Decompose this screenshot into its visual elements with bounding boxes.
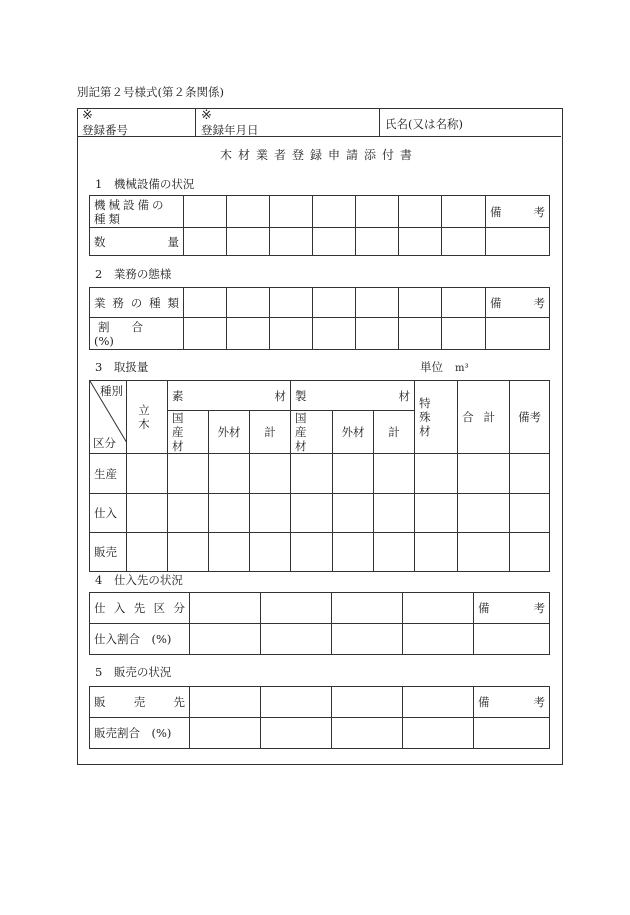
business-cell[interactable] bbox=[399, 288, 442, 318]
total-header: 合計 bbox=[458, 381, 510, 454]
raw-wood-header: 素材 bbox=[168, 381, 291, 411]
standing-tree-header: 立木 bbox=[127, 381, 168, 454]
business-cell[interactable] bbox=[313, 288, 356, 318]
sales-ratio-cell[interactable] bbox=[332, 718, 403, 749]
volume-cell[interactable] bbox=[374, 533, 415, 572]
volume-table bbox=[89, 380, 550, 572]
unit-value: m³ bbox=[455, 363, 469, 374]
equipment-cell[interactable] bbox=[227, 196, 270, 228]
purchase-ratio-label: 仕入割合 (%) bbox=[90, 624, 190, 655]
equipment-cell[interactable] bbox=[313, 196, 356, 228]
page-title: 木材業者登録申請添付書 bbox=[219, 148, 418, 162]
unit-label bbox=[420, 359, 469, 375]
section-1-heading: 1 機械設備の状況 bbox=[95, 177, 195, 191]
sales-cell[interactable] bbox=[190, 687, 261, 718]
remarks-cell[interactable] bbox=[486, 318, 550, 350]
quantity-cell[interactable] bbox=[442, 228, 486, 256]
volume-cell[interactable] bbox=[333, 533, 374, 572]
reg-number-label: 登録番号 bbox=[82, 123, 128, 137]
remarks-label: 備考 bbox=[474, 593, 550, 624]
remarks-label: 備考 bbox=[486, 196, 550, 228]
supplier-cell[interactable] bbox=[332, 593, 403, 624]
purchase-ratio-cell[interactable] bbox=[261, 624, 332, 655]
volume-cell[interactable] bbox=[415, 454, 458, 494]
equipment-cell[interactable] bbox=[399, 196, 442, 228]
volume-cell[interactable] bbox=[458, 533, 510, 572]
mark-icon: ※ bbox=[201, 108, 212, 123]
volume-cell[interactable] bbox=[458, 494, 510, 533]
type-label: 種別 bbox=[100, 384, 123, 398]
purchase-ratio-cell[interactable] bbox=[190, 624, 261, 655]
row-label-production: 生産 bbox=[90, 454, 127, 494]
ratio-label bbox=[90, 318, 184, 350]
equipment-table bbox=[89, 195, 550, 256]
ratio-cell[interactable] bbox=[313, 318, 356, 350]
special-wood-header: 特殊材 bbox=[415, 381, 458, 454]
sales-cell[interactable] bbox=[403, 687, 474, 718]
volume-cell[interactable] bbox=[250, 533, 291, 572]
remarks-cell[interactable] bbox=[474, 718, 550, 749]
ratio-text: 割合 bbox=[98, 319, 165, 334]
quantity-cell[interactable] bbox=[227, 228, 270, 256]
form-caption: 別記第２号様式(第２条関係) bbox=[77, 85, 224, 99]
processed-foreign-header: 外材 bbox=[333, 411, 374, 454]
volume-cell[interactable] bbox=[374, 494, 415, 533]
volume-cell[interactable] bbox=[291, 533, 333, 572]
ratio-cell[interactable] bbox=[442, 318, 486, 350]
volume-cell[interactable] bbox=[209, 454, 250, 494]
ratio-cell[interactable] bbox=[227, 318, 270, 350]
ratio-cell[interactable] bbox=[356, 318, 399, 350]
volume-cell[interactable] bbox=[510, 494, 550, 533]
name-label: 氏名(又は名称) bbox=[385, 117, 463, 131]
percent-text: (%) bbox=[94, 333, 114, 348]
volume-cell[interactable] bbox=[209, 533, 250, 572]
volume-cell[interactable] bbox=[127, 533, 168, 572]
remarks-label: 備考 bbox=[474, 687, 550, 718]
section-4-heading: 4 仕入先の状況 bbox=[95, 573, 183, 587]
reg-date-cell[interactable] bbox=[196, 108, 380, 136]
equipment-cell[interactable] bbox=[356, 196, 399, 228]
sales-destination-label: 販売先 bbox=[90, 687, 190, 718]
section-2-heading: 2 業務の態様 bbox=[95, 267, 172, 281]
supplier-category-label: 仕入先区分 bbox=[90, 593, 190, 624]
volume-cell[interactable] bbox=[415, 533, 458, 572]
raw-subtotal-header: 計 bbox=[250, 411, 291, 454]
business-cell[interactable] bbox=[184, 288, 227, 318]
supplier-cell[interactable] bbox=[403, 593, 474, 624]
reg-date-label: 登録年月日 bbox=[201, 123, 259, 137]
business-table bbox=[89, 287, 550, 350]
ratio-cell[interactable] bbox=[270, 318, 313, 350]
volume-cell[interactable] bbox=[291, 454, 333, 494]
unit-text: 単位 bbox=[420, 360, 443, 374]
purchase-ratio-cell[interactable] bbox=[403, 624, 474, 655]
remarks-cell[interactable] bbox=[474, 624, 550, 655]
volume-cell[interactable] bbox=[333, 494, 374, 533]
volume-cell[interactable] bbox=[127, 454, 168, 494]
volume-cell[interactable] bbox=[209, 494, 250, 533]
processed-subtotal-header: 計 bbox=[374, 411, 415, 454]
header-divider bbox=[77, 136, 561, 137]
raw-foreign-header: 外材 bbox=[209, 411, 250, 454]
quantity-label: 数量 bbox=[90, 228, 184, 256]
volume-cell[interactable] bbox=[250, 494, 291, 533]
category-label: 区分 bbox=[93, 436, 116, 450]
supplier-cell[interactable] bbox=[261, 593, 332, 624]
section-3-heading: 3 取扱量 bbox=[95, 360, 149, 374]
business-cell[interactable] bbox=[227, 288, 270, 318]
processed-domestic-header: 国産材 bbox=[291, 411, 333, 454]
equipment-cell[interactable] bbox=[270, 196, 313, 228]
volume-cell[interactable] bbox=[333, 454, 374, 494]
business-cell[interactable] bbox=[442, 288, 486, 318]
remarks-header: 備考 bbox=[510, 381, 550, 454]
remarks-label: 備考 bbox=[486, 288, 550, 318]
row-label-sales: 販売 bbox=[90, 533, 127, 572]
sales-ratio-cell[interactable] bbox=[403, 718, 474, 749]
raw-domestic-header: 国産材 bbox=[168, 411, 209, 454]
sales-cell[interactable] bbox=[261, 687, 332, 718]
quantity-cell[interactable] bbox=[313, 228, 356, 256]
supplier-table bbox=[89, 592, 550, 655]
sales-cell[interactable] bbox=[332, 687, 403, 718]
sales-table bbox=[89, 686, 550, 749]
volume-cell[interactable] bbox=[458, 454, 510, 494]
volume-cell[interactable] bbox=[168, 494, 209, 533]
volume-cell[interactable] bbox=[168, 454, 209, 494]
remarks-cell[interactable] bbox=[486, 228, 550, 256]
purchase-ratio-cell[interactable] bbox=[332, 624, 403, 655]
quantity-cell[interactable] bbox=[184, 228, 227, 256]
equipment-cell[interactable] bbox=[184, 196, 227, 228]
volume-cell[interactable] bbox=[374, 454, 415, 494]
quantity-cell[interactable] bbox=[399, 228, 442, 256]
row-label-purchase: 仕入 bbox=[90, 494, 127, 533]
volume-cell[interactable] bbox=[291, 494, 333, 533]
business-type-label: 業務の種類 bbox=[90, 288, 184, 318]
processed-wood-header: 製材 bbox=[291, 381, 415, 411]
sales-ratio-cell[interactable] bbox=[190, 718, 261, 749]
ratio-cell[interactable] bbox=[399, 318, 442, 350]
ratio-cell[interactable] bbox=[184, 318, 227, 350]
business-cell[interactable] bbox=[356, 288, 399, 318]
business-cell[interactable] bbox=[270, 288, 313, 318]
supplier-cell[interactable] bbox=[190, 593, 261, 624]
volume-cell[interactable] bbox=[250, 454, 291, 494]
volume-cell[interactable] bbox=[127, 494, 168, 533]
quantity-cell[interactable] bbox=[270, 228, 313, 256]
quantity-cell[interactable] bbox=[356, 228, 399, 256]
equipment-cell[interactable] bbox=[442, 196, 486, 228]
equipment-type-label: 機械設備の種類 bbox=[90, 196, 184, 228]
section-5-heading: 5 販売の状況 bbox=[95, 665, 172, 679]
corner-cell bbox=[90, 381, 127, 454]
volume-cell[interactable] bbox=[510, 533, 550, 572]
mark-icon: ※ bbox=[82, 108, 93, 123]
reg-number-cell[interactable] bbox=[77, 108, 196, 136]
sales-ratio-cell[interactable] bbox=[261, 718, 332, 749]
sales-ratio-label: 販売割合 (%) bbox=[90, 718, 190, 749]
volume-cell[interactable] bbox=[168, 533, 209, 572]
volume-cell[interactable] bbox=[510, 454, 550, 494]
volume-cell[interactable] bbox=[415, 494, 458, 533]
